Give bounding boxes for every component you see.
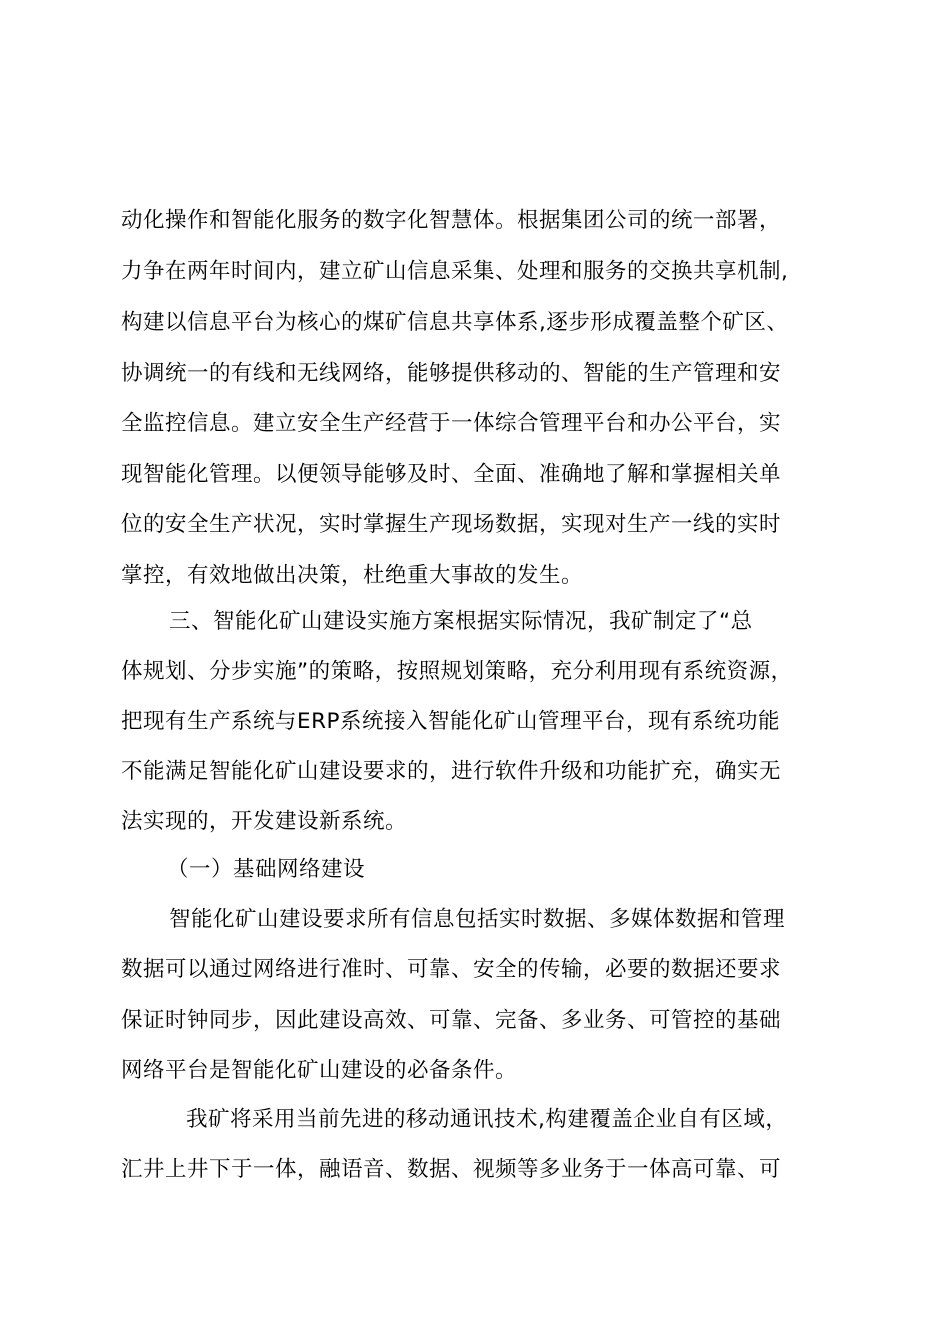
paragraph-3-line-1: 智能化矿山建设要求所有信息包括实时数据、多媒体数据和管理 bbox=[169, 907, 786, 932]
paragraph-1-line-8: 掌控，有效地做出决策，杜绝重大事故的发生。 bbox=[121, 563, 584, 588]
paragraph-1-line-2: 力争在两年时间内，建立矿山信息采集、处理和服务的交换共享机制, bbox=[121, 259, 789, 284]
paragraph-1-line-5: 全监控信息。建立安全生产经营于一体综合管理平台和办公平台，实 bbox=[121, 411, 782, 436]
paragraph-3-line-3: 保证时钟同步，因此建设高效、可靠、完备、多业务、可管控的基础 bbox=[121, 1008, 782, 1033]
section-heading: （一）基础网络建设 bbox=[167, 857, 366, 882]
paragraph-2-line-5: 法实现的，开发建设新系统。 bbox=[121, 809, 408, 834]
paragraph-2-line-2: 体规划、分步实施”的策略，按照规划策略，充分利用现有系统资源， bbox=[121, 659, 793, 684]
paragraph-4-line-1: 我矿将采用当前先进的移动通讯技术,构建覆盖企业自有区域， bbox=[186, 1107, 788, 1132]
paragraph-2-line-1: 三、智能化矿山建设实施方案根据实际情况，我矿制定了“总 bbox=[169, 609, 753, 634]
paragraph-2-line-4: 不能满足智能化矿山建设要求的，进行软件升级和功能扩充，确实无 bbox=[121, 759, 782, 784]
paragraph-1-line-6: 现智能化管理。以便领导能够及时、全面、准确地了解和掌握相关单 bbox=[121, 462, 782, 487]
paragraph-1-line-3: 构建以信息平台为核心的煤矿信息共享体系,逐步形成覆盖整个矿区、 bbox=[121, 310, 789, 335]
paragraph-4-line-2: 汇井上井下于一体，融语音、数据、视频等多业务于一体高可靠、可 bbox=[121, 1157, 782, 1182]
paragraph-1-line-7: 位的安全生产状况，实时掌握生产现场数据，实现对生产一线的实时 bbox=[121, 512, 782, 537]
paragraph-3-line-4: 网络平台是智能化矿山建设的必备条件。 bbox=[121, 1058, 518, 1083]
paragraph-2-line-3: 把现有生产系统与ERP系统接入智能化矿山管理平台，现有系统功能 bbox=[121, 709, 780, 734]
paragraph-1-line-4: 协调统一的有线和无线网络，能够提供移动的、智能的生产管理和安 bbox=[121, 361, 782, 386]
paragraph-3-line-2: 数据可以通过网络进行准时、可靠、安全的传输，必要的数据还要求 bbox=[121, 957, 782, 982]
paragraph-1-line-1: 动化操作和智能化服务的数字化智慧体。根据集团公司的统一部署， bbox=[121, 208, 782, 233]
